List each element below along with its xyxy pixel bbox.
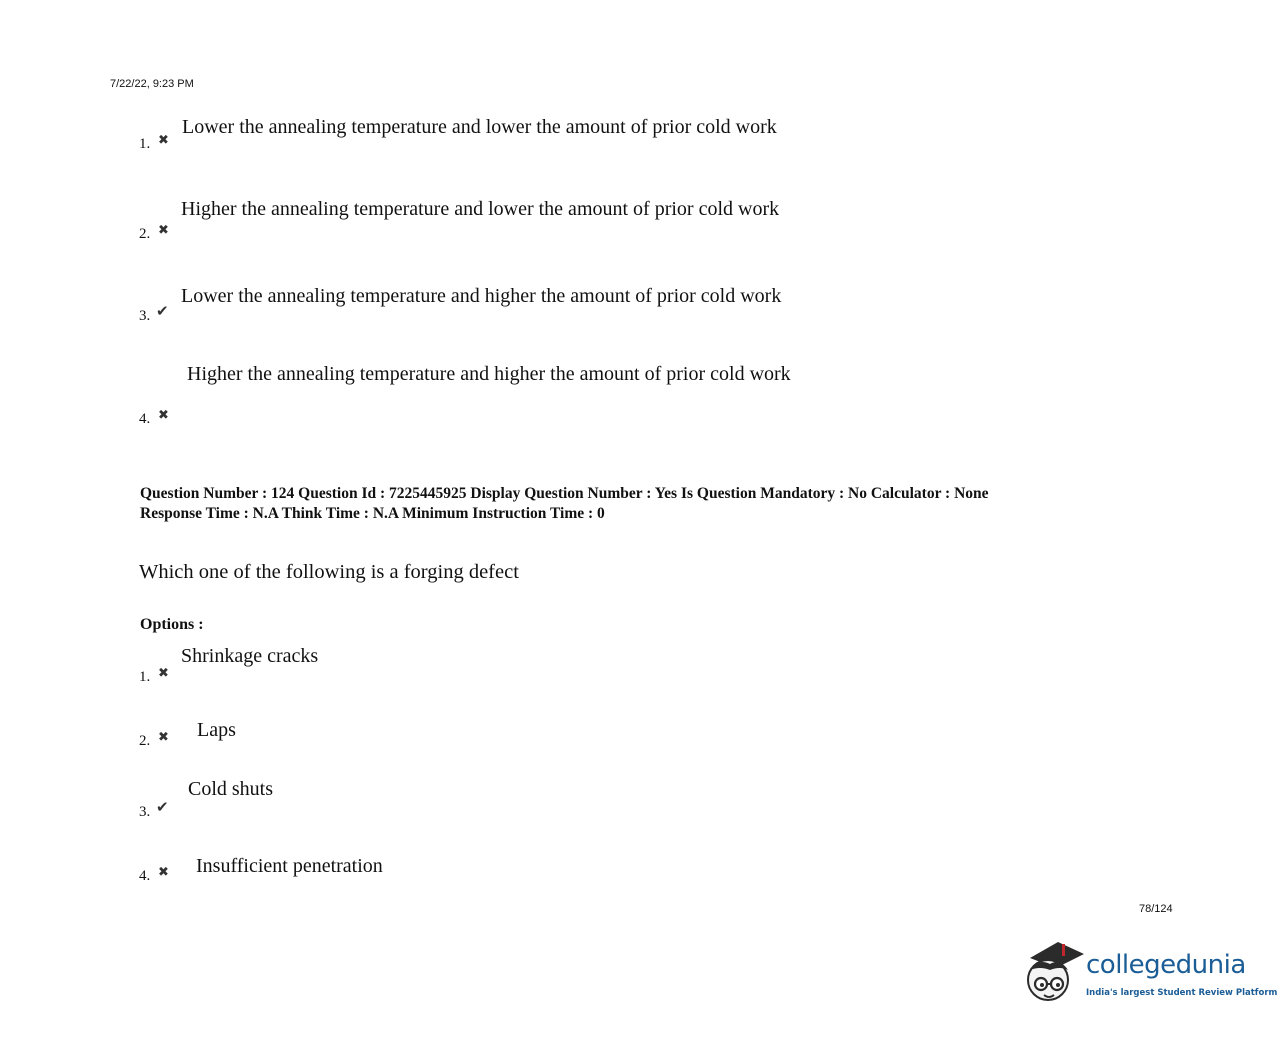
- page-number: 78/124: [1139, 903, 1173, 915]
- prev-option-2-number: 2.: [139, 226, 151, 242]
- cross-icon: ✖: [158, 223, 169, 238]
- option-4-text: Insufficient penetration: [196, 855, 383, 877]
- option-4-number: 4.: [139, 868, 151, 884]
- question-text: Which one of the following is a forging defect: [139, 561, 519, 583]
- option-1-number: 1.: [139, 669, 151, 685]
- option-2-number: 2.: [139, 733, 151, 749]
- logo-wordmark: collegedunia: [1086, 950, 1246, 980]
- prev-option-4-text: Higher the annealing temperature and higher the amount of prior cold work: [187, 363, 791, 385]
- cross-icon: ✖: [158, 133, 169, 148]
- question-meta-line-1: Question Number : 124 Question Id : 7225445925 Display Question Number : Yes Is Question Mandatory : No Calculator : None: [140, 485, 989, 502]
- prev-option-2-text: Higher the annealing temperature and lower the amount of prior cold work: [181, 198, 780, 220]
- mascot-icon: [1024, 940, 1084, 1010]
- question-metadata: [140, 484, 989, 524]
- checkmark-icon: ✔: [156, 302, 169, 320]
- option-1-text: Shrinkage cracks: [181, 645, 319, 667]
- options-label: Options :: [140, 616, 204, 633]
- cross-icon: ✖: [158, 666, 169, 681]
- question-meta-line-2: Response Time : N.A Think Time : N.A Minimum Instruction Time : 0: [140, 505, 605, 522]
- collegedunia-logo: [1024, 940, 1278, 1010]
- prev-option-3-text: Lower the annealing temperature and higher the amount of prior cold work: [181, 285, 782, 307]
- cross-icon: ✖: [158, 408, 169, 423]
- prev-option-1-number: 1.: [139, 136, 151, 152]
- print-timestamp: 7/22/22, 9:23 PM: [110, 78, 194, 90]
- cross-icon: ✖: [158, 865, 169, 880]
- prev-option-3-number: 3.: [139, 308, 151, 324]
- option-3-text: Cold shuts: [188, 778, 274, 800]
- prev-option-4-number: 4.: [139, 411, 151, 427]
- option-2-text: Laps: [197, 719, 236, 741]
- prev-option-1-text: Lower the annealing temperature and lower the amount of prior cold work: [182, 116, 777, 138]
- logo-tagline: India's largest Student Review Platform: [1086, 988, 1278, 998]
- option-3-number: 3.: [139, 804, 151, 820]
- checkmark-icon: ✔: [156, 798, 169, 816]
- cross-icon: ✖: [158, 730, 169, 745]
